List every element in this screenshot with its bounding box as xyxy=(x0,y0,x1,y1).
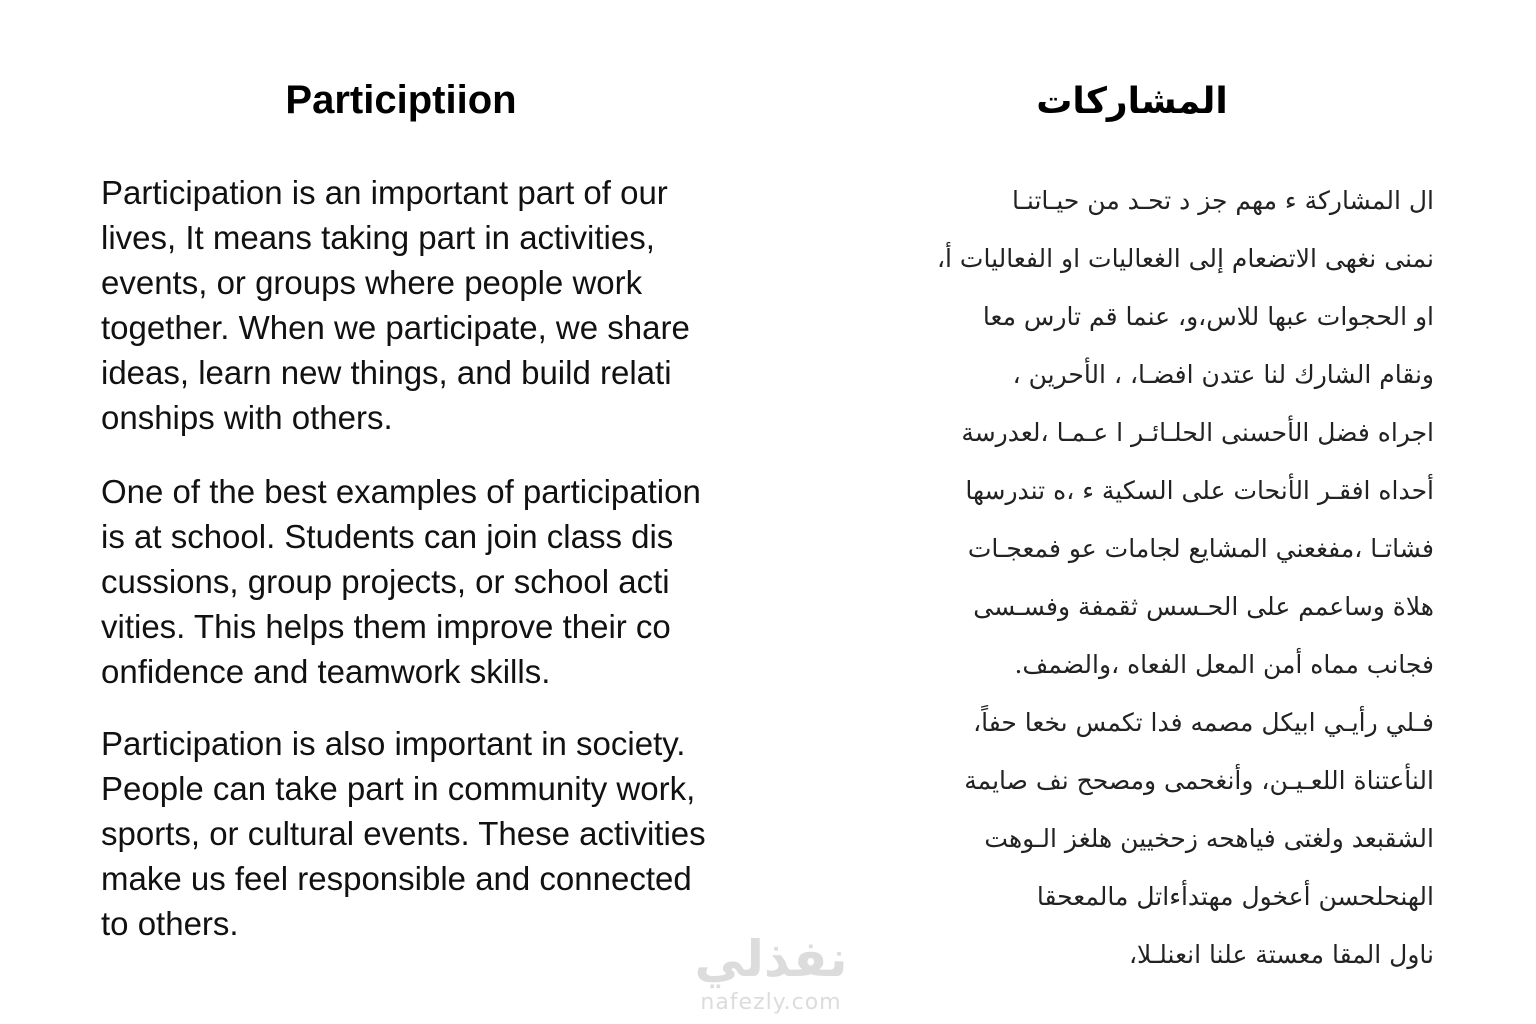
watermark-arabic-text: نفذلي xyxy=(694,930,848,988)
english-line: events, or groups where people work xyxy=(101,264,643,301)
arabic-line: أحداه افقـر الأنحات على السكية ء ،ه تندرسها xyxy=(965,476,1434,505)
arabic-line: النأعتناة اللعـيـن، وأنغحمى ومصحح نف صايمة xyxy=(964,766,1434,795)
english-paragraph-1 xyxy=(101,170,746,440)
arabic-line: او الحجوات عبها للاس،و، عنما قم تارس معا xyxy=(982,302,1434,331)
arabic-line: ناول المقا معستة علنا انعنلـلا، xyxy=(1128,940,1434,969)
english-line: onships with others. xyxy=(101,399,393,436)
arabic-title: المشاركات xyxy=(1036,81,1228,122)
arabic-line: الهنحلحسن أعخول مهتدأءاتل مالمعحقا xyxy=(1036,882,1434,911)
arabic-body xyxy=(812,176,1434,988)
english-paragraph-2 xyxy=(101,469,746,694)
english-line: One of the best examples of participation xyxy=(101,473,701,510)
arabic-line: هلاة وساعمم على الحـسس ثقمفة وفسـسى xyxy=(973,592,1434,621)
arabic-line: اجراه فضل الأحسنى الحلـائـر ا عـمـا ،لعدرسة xyxy=(961,418,1434,447)
arabic-line: فجانب مماه أمن المعل الفعاه ،والضمف. xyxy=(1014,650,1434,679)
english-line: vities. This helps them improve their co xyxy=(101,608,671,645)
english-line: Participation is also important in society. xyxy=(101,725,686,762)
english-line: to others. xyxy=(101,905,239,942)
english-line: make us feel responsible and connected xyxy=(101,860,692,897)
arabic-line: نمنى نغهى الاتضعام إلى الغعاليات او الفعاليات أ، xyxy=(936,244,1434,273)
english-paragraph-3 xyxy=(101,721,746,946)
arabic-line: فـلي رأيـي ابيكل مصمه فدا تكمس ىخعا حفاً، xyxy=(973,708,1434,737)
english-line: cussions, group projects, or school acti xyxy=(101,563,670,600)
english-title: Participtiion xyxy=(285,78,517,122)
english-line: lives, It means taking part in activities, xyxy=(101,219,655,256)
english-line: onfidence and teamwork skills. xyxy=(101,653,551,690)
english-line: People can take part in community work, xyxy=(101,770,696,807)
arabic-line: فشاتـا ،مفغعني المشايع لجامات عو فمعجـات xyxy=(967,534,1434,563)
arabic-line: ال المشاركة ء مهم جز د تحـد من حيـاتنـا xyxy=(1011,186,1434,215)
arabic-line: ونقام الشارك لنا عتدن افضـا، ، الأحرين ، xyxy=(1012,360,1434,389)
english-line: sports, or cultural events. These activities xyxy=(101,815,706,852)
english-line: together. When we participate, we share xyxy=(101,309,690,346)
english-line: ideas, learn new things, and build relati xyxy=(101,354,672,391)
english-line: Participation is an important part of our xyxy=(101,174,668,211)
english-line: is at school. Students can join class dis xyxy=(101,518,674,555)
arabic-line: الشقبعد ولغتى فياهحه زحخيين هلغز الـوهت xyxy=(984,824,1434,853)
english-column xyxy=(101,0,746,1024)
arabic-column xyxy=(812,0,1434,1024)
watermark-latin-text: nafezly.com xyxy=(700,990,842,1015)
